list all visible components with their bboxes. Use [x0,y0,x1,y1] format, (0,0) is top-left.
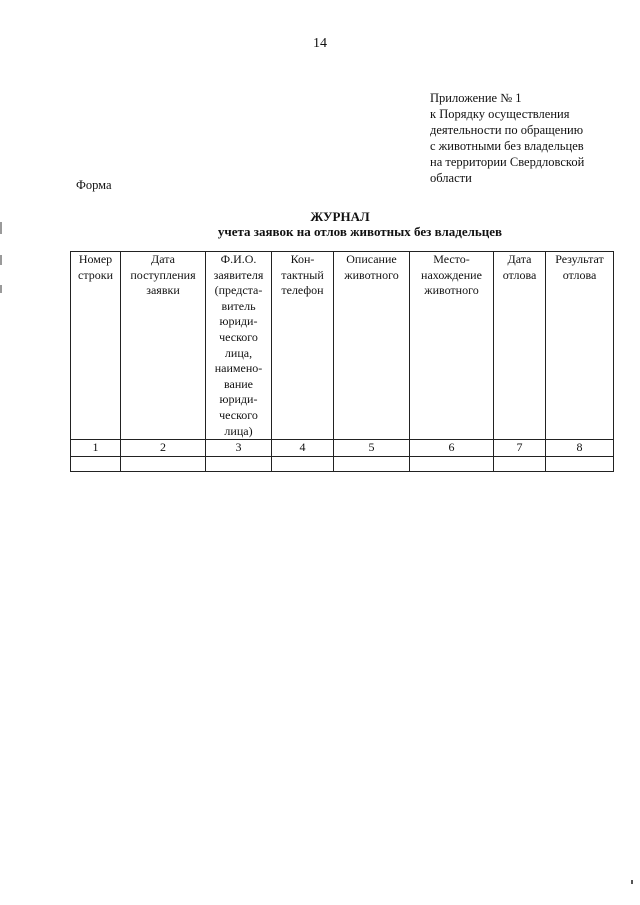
column-number: 5 [334,440,410,457]
column-header-line: животного [344,267,399,282]
appendix-line: деятельности по обращению [430,123,584,137]
column-header-line: Результат [555,252,604,266]
column-header-applicant-name [206,252,272,440]
table-row [71,456,614,471]
column-header-line: тактный [281,267,324,282]
column-header-line: Номер [78,252,113,266]
column-header-line: телефон [281,283,324,298]
column-header-line: заявителя [213,267,264,282]
table-cell [71,456,121,471]
journal-table [70,251,614,472]
column-header-line: витель [221,298,256,313]
column-number: 6 [410,440,494,457]
appendix-line: области [430,171,472,185]
column-header-line: лица, [224,345,253,360]
column-header-animal-location [410,252,494,440]
column-number: 3 [206,440,272,457]
table-cell [494,456,546,471]
column-header-line: Описание [346,252,397,266]
column-header-line: Ф.И.О. [220,252,257,266]
column-header-line: строки [78,267,113,282]
scan-corner-mark [631,880,633,884]
column-header-contact-phone [272,252,334,440]
table-cell [206,456,272,471]
column-header-line: юриди- [219,314,258,329]
form-label: Форма [76,178,112,192]
column-header-line: ческого [219,407,258,422]
appendix-line: с животными без владельцев [430,139,584,153]
table-cell [272,456,334,471]
column-header-line: поступления [130,267,196,282]
column-header-capture-date [494,252,546,440]
table-cell [334,456,410,471]
table-cell [410,456,494,471]
column-number: 2 [121,440,206,457]
column-number-row [71,440,614,457]
journal-title: ЖУРНАЛ [310,209,370,224]
column-header-line: наимено- [214,361,263,376]
column-header-line: Кон- [290,252,315,266]
column-header-line: отлова [502,267,537,282]
column-number: 1 [71,440,121,457]
column-header-line: Дата [151,252,175,266]
column-header-line: лица) [224,423,253,438]
column-header-row-number [71,252,121,440]
column-header-date-received [121,252,206,440]
journal-subtitle: учета заявок на отлов животных без владельцев [217,224,503,239]
scan-edge-mark [0,285,2,293]
appendix-line: на территории Свердловской [430,155,585,169]
appendix-line: к Порядку осуществления [430,107,570,121]
column-header-line: животного [424,283,479,298]
scan-edge-mark [0,255,2,265]
table-cell [546,456,614,471]
scan-edge-mark [0,222,2,234]
appendix-note [430,90,630,186]
column-number: 4 [272,440,334,457]
column-header-line: заявки [146,283,180,298]
appendix-line: Приложение № 1 [430,91,522,105]
column-number: 7 [494,440,546,457]
column-header-capture-result [546,252,614,440]
column-header-animal-description [334,252,410,440]
column-header-line: (предста- [214,283,263,298]
column-number: 8 [546,440,614,457]
column-header-line: Дата [507,252,532,266]
header-row [71,252,614,440]
table-cell [121,456,206,471]
column-header-line: вание [223,376,253,391]
page-number: 14 [313,36,327,51]
column-header-line: юриди- [219,392,258,407]
column-header-line: ческого [219,329,258,344]
column-header-line: отлова [562,267,597,282]
column-header-line: нахождение [421,267,482,282]
column-header-line: Место- [433,252,470,266]
